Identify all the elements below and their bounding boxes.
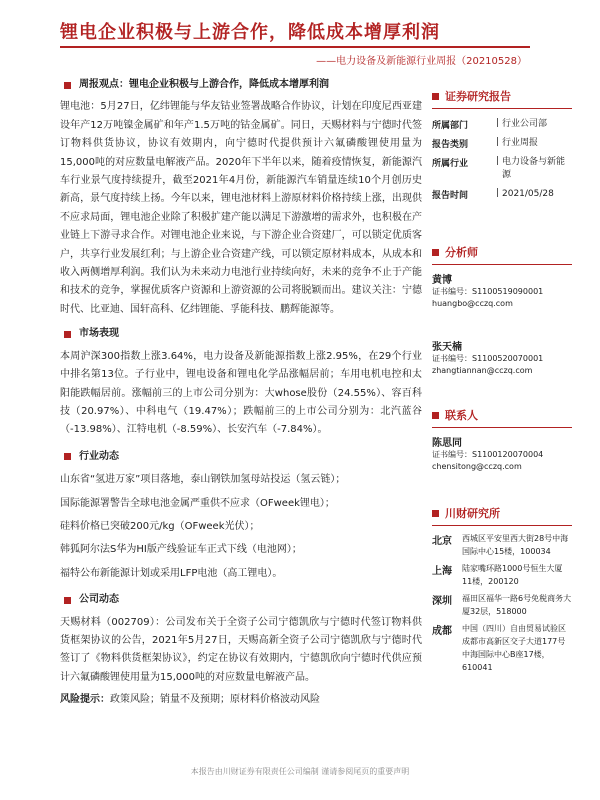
view-paragraph: 锂电池：5月27日，亿纬锂能与华友钴业签署战略合作协议，计划在印度尼西亚建设年产12万吨镍金属矿和年产1.5万吨的钴金属矿。同日，天赐材料与宁德时代签订物料供货协议，协议有效期内，向宁德时代提供预计六氟磷酸锂使用量为15,000吨的对应数量电解液产品。2020年下半年以来，随着疫情恢复，新能源汽车行业景气度持续提升，截至2021年4月份，新能源汽车销量连续10个月创历史新高，景气度持续上扬。今年以来，锂电池材料上游原材料价格持续上涨，出现供不应求局面，锂电池企业除了积极扩建产能以满足下游激增的需求外，也积极在产业链上下游寻求合作。对锂电池企业来说，与下游企业合资建厂，可以锁定优质客户，共享行业发展红利；与上游企业合资建产线，可以锁定原材料成本，从成本和收入两侧增厚利润。我们认为未来动力电池行业持续向好，未来的竞争不止于产能和技术的竞争，掌握优质客户资源和上游资源的公司将脱颖而出。建议关注：宁德时代、比亚迪、国轩高科、亿纬锂能、孚能科技、鹏辉能源等。 [60, 101, 422, 315]
main-content [60, 76, 422, 710]
page-footer: 本报告由川财证券有限责任公司编制 谨请参阅尾页的重要声明 [190, 767, 410, 776]
contact-email[interactable]: chensitong@cczq.com [432, 462, 522, 471]
square-bullet-icon [432, 249, 439, 256]
section-title: 市场表现 [79, 328, 119, 340]
office-row [432, 532, 572, 558]
risk-text: 政策风险；销量不及预期；原材料价格波动风险 [110, 694, 320, 706]
info-key: 所属行业 [432, 159, 469, 169]
risk-note [60, 691, 422, 709]
analyst-cert: 证书编号：S1100519090001 [432, 287, 544, 296]
section-header-industry [64, 448, 422, 466]
square-bullet-icon [64, 331, 71, 338]
list-item: 国际能源署警告全球电池金属严重供不应求（OFweek锂电）； [60, 497, 335, 509]
report-subtitle: ——电力设备及新能源行业周报（20210528） [316, 56, 527, 67]
list-item: 山东省“氢进万家”项目落地，泰山钢铁加氢母站投运（氢云链）； [60, 474, 346, 486]
square-bullet-icon [432, 412, 439, 419]
office-address: 西城区平安里西大街28号中海国际中心15楼，100034 [462, 534, 569, 556]
office-row [432, 622, 572, 674]
list-item: 福特公布新能源计划或采用LFP电池（高工锂电）。 [60, 567, 283, 579]
square-bullet-icon [64, 82, 71, 89]
section-title: 行业动态 [79, 450, 119, 462]
info-key: 报告类别 [432, 140, 469, 150]
title-divider [60, 46, 530, 48]
analyst-card [432, 271, 572, 310]
info-row [432, 153, 572, 185]
info-key: 所属部门 [432, 121, 469, 131]
info-separator: | [496, 118, 500, 128]
sidebar-header-contact [432, 407, 572, 423]
industry-list [60, 471, 422, 583]
office-city: 深圳 [432, 596, 452, 607]
info-row [432, 185, 572, 204]
list-item: 硅料价格已突破200元/kg（OFweek光伏）； [60, 520, 260, 532]
market-paragraph: 本周沪深300指数上涨3.64%，电力设备及新能源指数上涨2.95%，在29个行业中排名第13位。子行业中，锂电设备和锂电化学品涨幅居前；车用电机电控和太阳能跌幅居前。涨幅前三的上市公司分别为：大whose股份（24.55%）、容百科技（20.97%）、中科电气（19.47%）；跌幅前三的上市公司分别为：北汽蓝谷（-13.98%）、江特电机（-8.59%）、长安汽车（-7.84%）。 [60, 350, 422, 436]
office-row [432, 592, 572, 618]
info-row [432, 134, 572, 153]
sidebar-divider [432, 264, 572, 265]
sidebar-divider [432, 427, 572, 428]
report-title: 锂电企业积极与上游合作，降低成本增厚利润 [60, 22, 440, 43]
contact-name: 陈思同 [432, 438, 462, 449]
sidebar-header-analyst [432, 244, 572, 260]
list-item: 韩狐阿尔法S华为HI版产线验证车正式下线（电池网）； [60, 544, 302, 556]
sidebar-divider [432, 525, 572, 526]
analyst-email[interactable]: huangbo@cczq.com [432, 299, 513, 308]
info-row [432, 115, 572, 134]
contact-cert: 证书编号：S1100120070004 [432, 450, 544, 459]
info-separator: | [496, 137, 500, 147]
sidebar-divider [432, 108, 572, 109]
section-title: 周报观点：锂电企业积极与上游合作，降低成本增厚利润 [79, 79, 329, 90]
square-bullet-icon [64, 597, 71, 604]
sidebar [432, 88, 572, 674]
office-city: 上海 [432, 566, 452, 577]
section-header-company [64, 591, 422, 609]
section-header-view [64, 76, 422, 94]
info-separator: | [496, 156, 500, 166]
office-address: 福田区福华一路6号免税商务大厦32层，518000 [462, 594, 572, 616]
analyst-email[interactable]: zhangtiannan@cczq.com [432, 366, 533, 375]
section-header-market [64, 325, 422, 343]
office-row [432, 562, 572, 588]
sidebar-header-report [432, 88, 572, 104]
sidebar-header-institute [432, 505, 572, 521]
office-city: 成都 [432, 626, 452, 637]
info-separator: | [496, 188, 500, 198]
analyst-cert: 证书编号：S1100520070001 [432, 354, 544, 363]
square-bullet-icon [432, 93, 439, 100]
office-address: 中国（四川）自由贸易试验区成都市高新区交子大道177号中海国际中心B座17楼，610041 [462, 624, 566, 672]
square-bullet-icon [64, 453, 71, 460]
risk-label: 风险提示： [60, 694, 110, 706]
analyst-card [432, 338, 572, 377]
contact-card [432, 434, 572, 473]
office-city: 北京 [432, 536, 452, 547]
sidebar-header-label: 证券研究报告 [445, 90, 511, 103]
analyst-name: 黄博 [432, 275, 452, 286]
office-address: 陆家嘴环路1000号恒生大厦11楼，200120 [462, 564, 563, 586]
section-title: 公司动态 [79, 594, 119, 606]
info-value: 电力设备与新能源 [502, 157, 566, 180]
info-value: 行业周报 [502, 138, 539, 148]
sidebar-header-label: 川财研究所 [445, 507, 500, 520]
info-value: 2021/05/28 [502, 189, 554, 199]
analyst-name: 张天楠 [432, 342, 462, 353]
info-value: 行业公司部 [502, 119, 548, 129]
sidebar-header-label: 分析师 [445, 246, 478, 259]
square-bullet-icon [432, 510, 439, 517]
sidebar-header-label: 联系人 [445, 409, 478, 422]
company-paragraph: 天赐材料（002709）：公司发布关于全资子公司宁德凯欣与宁德时代签订物料供货框架协议的公告，2021年5月27日，天赐高新全资子公司宁德凯欣与宁德时代签订了《物料供货框架协议》，约定在协议有效期内，宁德凯欣向宁德时代供应预计六氟磷酸锂使用量为15,000吨的对应数量电解液产品。 [60, 616, 422, 683]
info-key: 报告时间 [432, 191, 469, 201]
